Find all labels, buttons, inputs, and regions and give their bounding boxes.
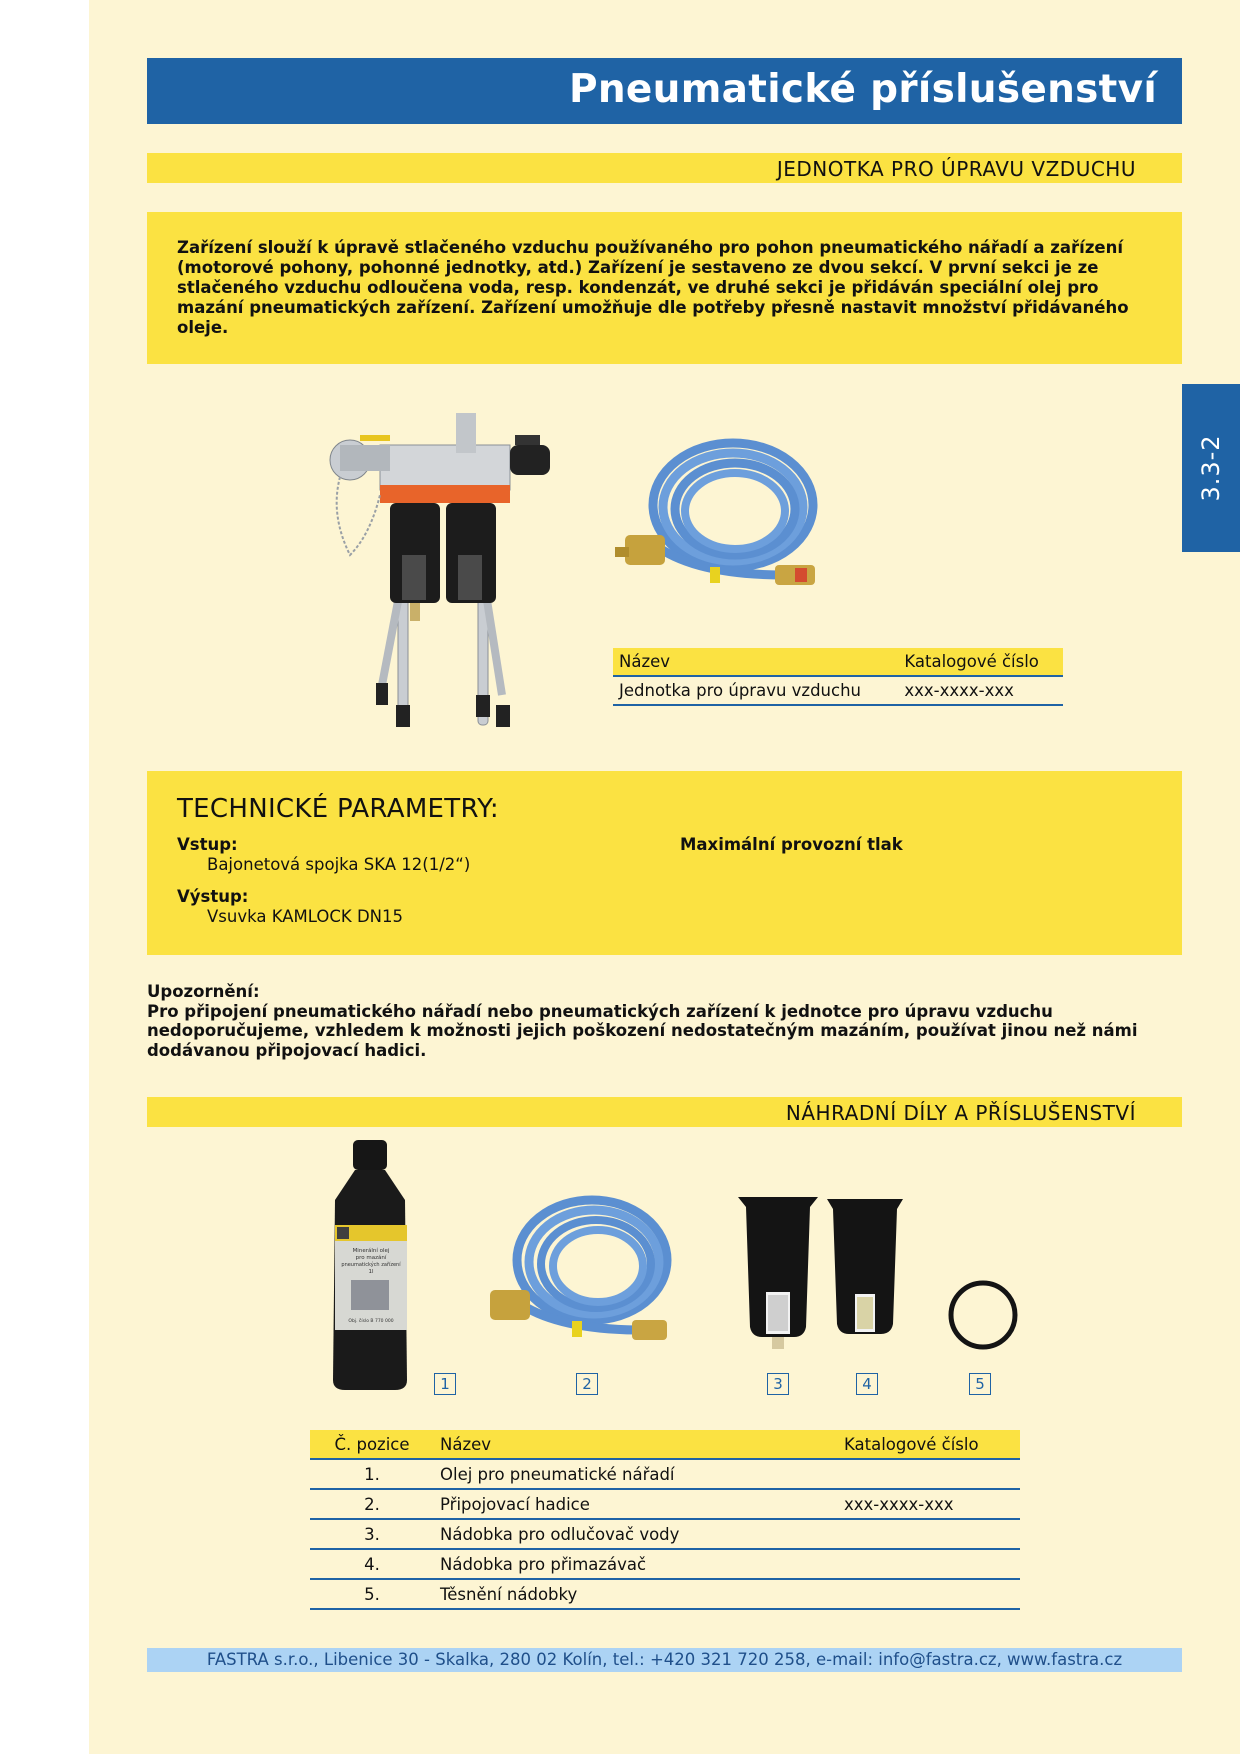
technical-parameters-box <box>147 771 1182 955</box>
section-heading-unit <box>147 153 1182 183</box>
product-table-header-catalog: Katalogové číslo <box>898 648 1063 676</box>
part-number-4: 4 <box>856 1373 878 1395</box>
part-catalog <box>838 1549 1020 1579</box>
part-name: Připojovací hadice <box>434 1489 838 1519</box>
technical-parameters-heading: TECHNICKÉ PARAMETRY: <box>177 794 499 824</box>
input-value: Bajonetová spojka SKA 12(1/2“) <box>207 855 471 874</box>
air-treatment-unit-image <box>320 405 620 740</box>
part-number-3: 3 <box>767 1373 789 1395</box>
table-row <box>310 1489 1020 1519</box>
product-name-cell: Jednotka pro úpravu vzduchu <box>613 676 898 705</box>
max-pressure-label: Maximální provozní tlak <box>680 835 903 854</box>
section-heading-parts-text: NÁHRADNÍ DÍLY A PŘÍSLUŠENSTVÍ <box>785 1101 1136 1125</box>
part-position: 3. <box>310 1519 434 1549</box>
part-number-2: 2 <box>576 1373 598 1395</box>
footer-contact-text: FASTRA s.r.o., Libenice 30 - Skalka, 280 02 Kolín, tel.: +420 321 720 258, e-mail: info@fastra.cz, www.fastra.cz <box>206 1650 1123 1669</box>
input-label: Vstup: <box>177 835 238 854</box>
page-title: Pneumatické příslušenství <box>568 67 1157 112</box>
part-position: 4. <box>310 1549 434 1579</box>
section-heading-unit-text: JEDNOTKA PRO ÚPRAVU VZDUCHU <box>776 157 1136 181</box>
table-row <box>310 1549 1020 1579</box>
product-catalog-cell: xxx-xxxx-xxx <box>898 676 1063 705</box>
lubricator-bowl-image <box>827 1199 907 1339</box>
output-label: Výstup: <box>177 887 249 906</box>
section-heading-parts <box>147 1097 1182 1127</box>
description-text: Zařízení slouží k úpravě stlačeného vzduchu používaného pro pohon pneumatického nářadí a zařízení (motorové pohony, pohonné jednotky, atd.) Zařízení je sestaveno ze dvou sekcí. V první sekci je ze stlačeného vzduchu odloučena voda, resp. kondenzát, ve druhé sekci je přidáván speciální olej pro mazání pneumatických zařízení. Zařízení umožňuje dle potřeby přesně nastavit množství přidávaného oleje. <box>177 238 1129 337</box>
title-bar <box>147 58 1182 124</box>
footer-bar <box>147 1648 1182 1672</box>
part-catalog <box>838 1519 1020 1549</box>
part-number-5: 5 <box>969 1373 991 1395</box>
table-row <box>310 1579 1020 1609</box>
description-box <box>147 212 1182 364</box>
part-name: Olej pro pneumatické nářadí <box>434 1459 838 1489</box>
bottle-label-line4: 1l <box>368 1269 374 1275</box>
parts-header-name: Název <box>434 1430 838 1459</box>
part-name: Nádobka pro přimazávač <box>434 1549 838 1579</box>
part-catalog <box>838 1579 1020 1609</box>
warning-block <box>147 982 1187 1060</box>
oil-bottle-image <box>325 1140 415 1390</box>
hose-image <box>615 435 830 605</box>
table-row <box>310 1459 1020 1489</box>
table-row <box>310 1519 1020 1549</box>
section-tab <box>1182 384 1240 552</box>
part-position: 1. <box>310 1459 434 1489</box>
part-position: 2. <box>310 1489 434 1519</box>
bottle-label-cat: Obj. číslo B 770 000 <box>348 1319 394 1324</box>
product-table-header-name: Název <box>613 648 898 676</box>
output-value: Vsuvka KAMLOCK DN15 <box>207 907 404 926</box>
bottle-label-line2: pro mazání <box>355 1255 387 1261</box>
part-catalog <box>838 1459 1020 1489</box>
parts-table <box>310 1430 1020 1610</box>
parts-header-position: Č. pozice <box>310 1430 434 1459</box>
parts-header-catalog: Katalogové číslo <box>838 1430 1020 1459</box>
product-table-header <box>613 648 1063 676</box>
bottle-label-line1: Minerální olej <box>352 1248 390 1254</box>
bottle-label-line3: pneumatických zařízení <box>341 1262 401 1268</box>
product-table <box>613 648 1063 706</box>
part-number-1: 1 <box>434 1373 456 1395</box>
part-catalog: xxx-xxxx-xxx <box>838 1489 1020 1519</box>
warning-text: Pro připojení pneumatického nářadí nebo pneumatických zařízení k jednotce pro úpravu vzduchu nedoporučujeme, vzhledem k možnosti jejich poškození nedostatečným mazáním, používat jinou než námi dodávanou připojovací hadici. <box>147 1001 1138 1060</box>
part-name: Nádobka pro odlučovač vody <box>434 1519 838 1549</box>
hose-image-part-2 <box>482 1190 682 1360</box>
water-separator-bowl-image <box>738 1197 818 1349</box>
bowl-seal-image <box>946 1278 1020 1352</box>
table-row <box>613 676 1063 705</box>
section-tab-label: 3.3-2 <box>1197 434 1225 502</box>
part-position: 5. <box>310 1579 434 1609</box>
warning-label: Upozornění: <box>147 982 260 1001</box>
parts-table-header <box>310 1430 1020 1459</box>
part-name: Těsnění nádobky <box>434 1579 838 1609</box>
